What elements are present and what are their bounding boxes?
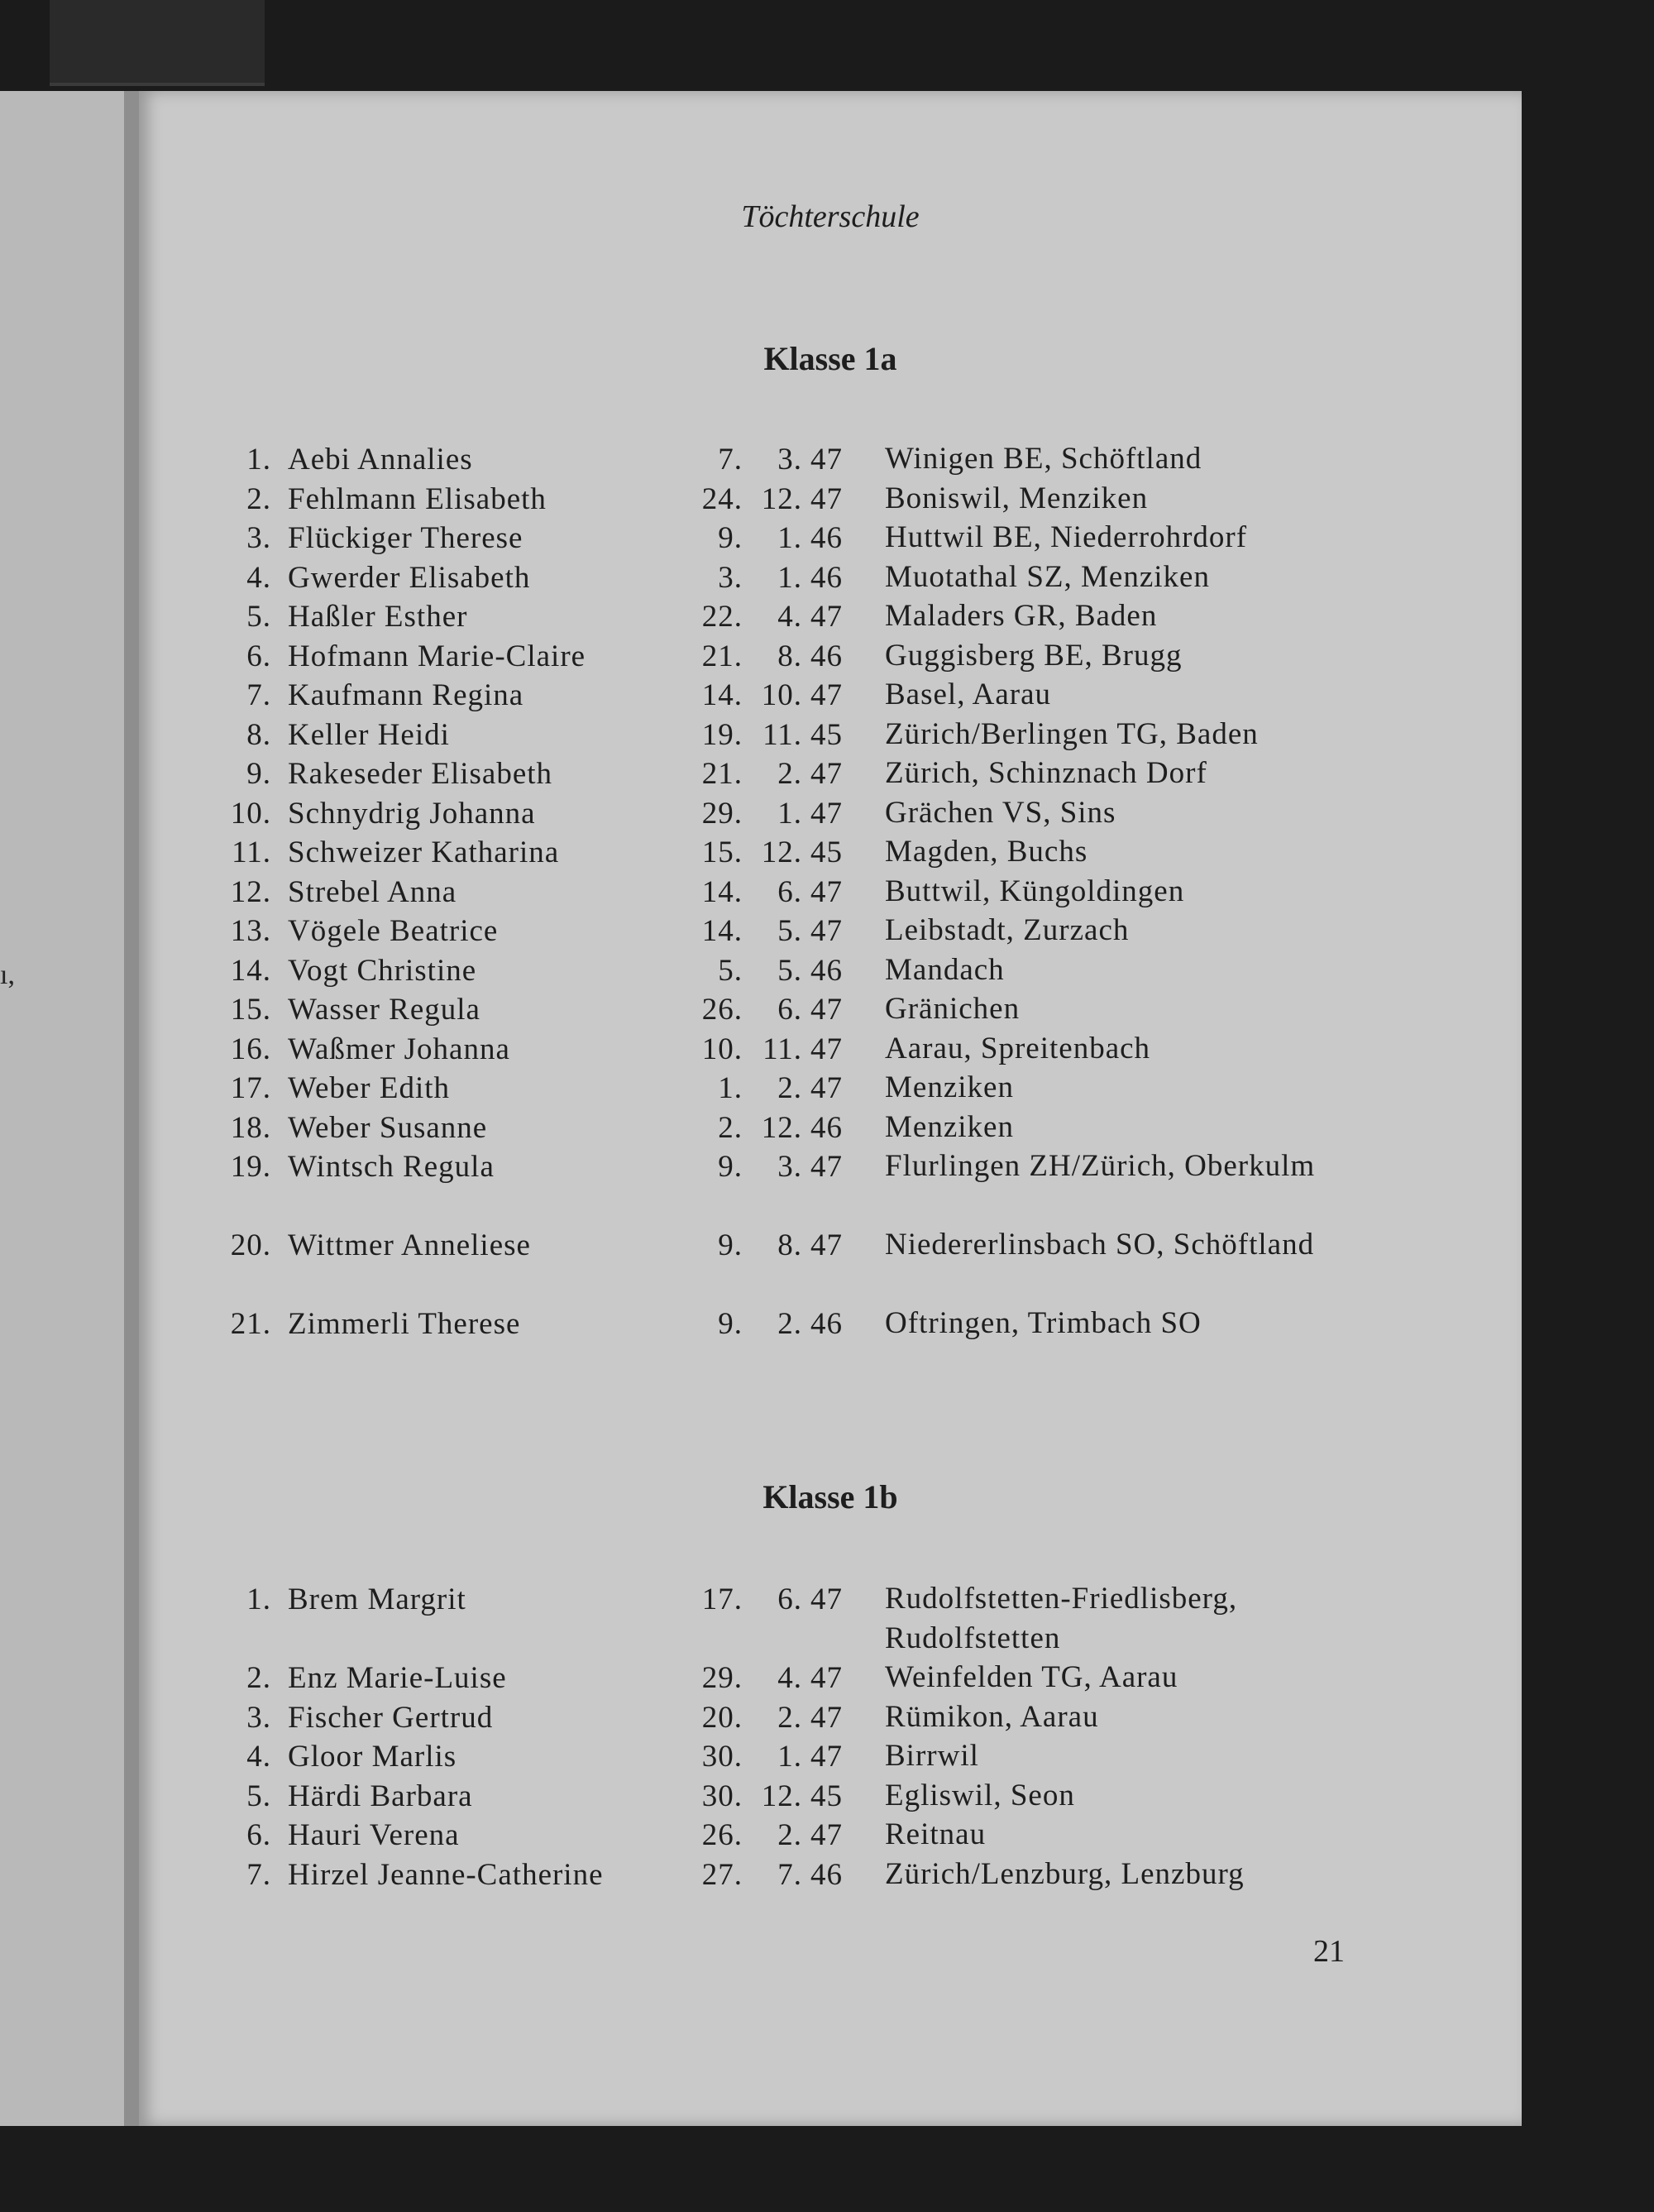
birth-year: 47 (810, 1818, 843, 1852)
birth-day: 19. (701, 717, 743, 752)
book-binding (50, 0, 265, 86)
student-list-1b (139, 1582, 1522, 1896)
student-row (139, 560, 1522, 600)
place-of-origin: Birrwil (885, 1739, 979, 1773)
place-of-origin: Zürich/Berlingen TG, Baden (885, 716, 1259, 751)
birth-year: 47 (810, 1740, 843, 1774)
birth-year: 46 (810, 1857, 843, 1892)
student-number: 15. (230, 993, 271, 1027)
birth-day: 24. (701, 481, 743, 516)
birth-month: 1. (777, 521, 802, 555)
student-row (139, 1817, 1522, 1857)
student-number: 17. (230, 1071, 271, 1105)
birth-year: 46 (810, 521, 843, 555)
student-number: 3. (246, 1700, 271, 1735)
birth-day: 9. (718, 1228, 743, 1262)
birth-year: 45 (810, 835, 843, 869)
birth-year: 47 (810, 796, 843, 831)
birth-year: 47 (810, 757, 843, 791)
birth-month: 12. (761, 1110, 802, 1145)
student-name: Schweizer Katharina (288, 835, 560, 869)
student-name: Fehlmann Elisabeth (288, 481, 547, 516)
birth-year: 47 (810, 1032, 843, 1066)
birth-day: 14. (701, 874, 743, 909)
birth-month: 5. (777, 914, 802, 948)
student-row (139, 1700, 1522, 1740)
student-number: 12. (230, 874, 271, 909)
birth-month: 5. (777, 953, 802, 988)
student-number: 1. (246, 443, 271, 476)
place-of-origin: Rümikon, Aarau (885, 1699, 1099, 1734)
birth-day: 29. (701, 796, 743, 831)
student-row (139, 1582, 1522, 1660)
student-name: Kaufmann Regina (288, 678, 524, 712)
birth-day: 5. (718, 953, 743, 988)
document-page (139, 91, 1522, 2126)
student-number: 16. (230, 1032, 271, 1066)
student-number: 9. (246, 757, 271, 791)
page-header: Töchterschule (741, 199, 920, 234)
birth-year: 47 (810, 874, 843, 909)
birth-year: 47 (810, 1150, 843, 1184)
student-name: Keller Heidi (288, 717, 450, 752)
student-number: 10. (230, 796, 271, 831)
student-name: Zimmerli Therese (288, 1307, 521, 1341)
left-page-fragment: ı, (0, 960, 15, 990)
birth-day: 14. (701, 914, 743, 948)
student-name: Vögele Beatrice (288, 914, 499, 948)
student-number: 1. (246, 1582, 271, 1616)
birth-day: 9. (718, 521, 743, 555)
birth-year: 46 (810, 953, 843, 988)
birth-month: 6. (777, 1582, 802, 1616)
place-of-origin: Muotathal SZ, Menziken (885, 559, 1210, 594)
student-row (139, 677, 1522, 717)
student-name: Brem Margrit (288, 1582, 466, 1616)
student-row (139, 1149, 1522, 1228)
birth-month: 12. (761, 481, 802, 516)
birth-day: 29. (701, 1661, 743, 1695)
student-number: 3. (246, 521, 271, 555)
birth-month: 3. (777, 1150, 802, 1184)
birth-day: 3. (718, 560, 743, 595)
student-row (139, 1306, 1522, 1346)
student-number: 7. (246, 678, 271, 712)
birth-day: 20. (701, 1700, 743, 1735)
birth-day: 27. (701, 1857, 743, 1892)
place-of-origin: Niedererlinsbach SO, Schöftland (885, 1228, 1315, 1262)
student-name: Strebel Anna (288, 874, 457, 909)
place-of-origin: Egliswil, Seon (885, 1778, 1075, 1812)
student-row (139, 1070, 1522, 1110)
birth-year: 47 (810, 600, 843, 634)
place-of-origin: Huttwil BE, Niederrohrdorf (885, 520, 1248, 554)
birth-month: 4. (777, 1661, 802, 1695)
student-name: Aebi Annalies (288, 443, 473, 476)
student-row (139, 481, 1522, 521)
birth-year: 47 (810, 914, 843, 948)
birth-month: 2. (777, 1700, 802, 1735)
birth-month: 2. (777, 757, 802, 791)
place-of-origin: Buttwil, Küngoldingen (885, 874, 1185, 908)
student-number: 4. (246, 560, 271, 595)
student-row (139, 599, 1522, 639)
birth-month: 2. (777, 1307, 802, 1341)
student-name: Fischer Gertrud (288, 1700, 494, 1735)
left-page-edge (124, 91, 139, 2126)
birth-month: 6. (777, 993, 802, 1027)
student-name: Enz Marie-Luise (288, 1661, 507, 1695)
birth-year: 47 (810, 1700, 843, 1735)
place-of-origin: Flurlingen ZH/Zürich, Oberkulm (885, 1149, 1316, 1183)
section-title-1a: Klasse 1a (763, 340, 897, 377)
student-name: Weber Susanne (288, 1110, 488, 1145)
birth-month: 4. (777, 600, 802, 634)
birth-year: 45 (810, 717, 843, 752)
place-of-origin: Aarau, Spreitenbach (885, 1031, 1151, 1065)
student-number: 4. (246, 1740, 271, 1774)
page-number: 21 (1313, 1934, 1345, 1969)
place-of-origin: Reitnau (885, 1817, 987, 1851)
student-number: 2. (246, 1661, 271, 1695)
student-number: 14. (230, 953, 271, 988)
birth-year: 46 (810, 1110, 843, 1145)
birth-day: 21. (701, 639, 743, 673)
student-name: Hofmann Marie-Claire (288, 639, 586, 673)
birth-day: 30. (701, 1740, 743, 1774)
student-row (139, 717, 1522, 757)
birth-month: 1. (777, 796, 802, 831)
student-row (139, 1779, 1522, 1818)
birth-month: 8. (777, 1228, 802, 1262)
place-of-origin: Boniswil, Menziken (885, 481, 1149, 515)
student-row (139, 756, 1522, 796)
birth-year: 47 (810, 678, 843, 712)
student-number: 6. (246, 1818, 271, 1852)
student-name: Härdi Barbara (288, 1779, 473, 1813)
birth-year: 47 (810, 1661, 843, 1695)
student-name: Schnydrig Johanna (288, 796, 536, 831)
birth-year: 47 (810, 1582, 843, 1616)
student-row (139, 1110, 1522, 1150)
birth-year: 46 (810, 560, 843, 595)
student-number: 21. (230, 1307, 271, 1341)
student-name: Haßler Esther (288, 600, 468, 634)
place-of-origin: Rudolfstetten-Friedlisberg, Rudolfstetten (885, 1582, 1238, 1655)
birth-day: 1. (718, 1071, 743, 1105)
student-row (139, 992, 1522, 1032)
student-number: 8. (246, 717, 271, 752)
place-of-origin: Leibstadt, Zurzach (885, 913, 1130, 947)
birth-day: 15. (701, 835, 743, 869)
place-of-origin: Maladers GR, Baden (885, 599, 1158, 633)
birth-month: 1. (777, 1740, 802, 1774)
student-number: 5. (246, 1779, 271, 1813)
birth-month: 7. (777, 1857, 802, 1892)
birth-year: 47 (810, 1228, 843, 1262)
birth-day: 26. (701, 1818, 743, 1852)
birth-month: 10. (761, 678, 802, 712)
birth-month: 8. (777, 639, 802, 673)
student-name: Flückiger Therese (288, 521, 523, 555)
birth-month: 2. (777, 1071, 802, 1105)
birth-day: 9. (718, 1150, 743, 1184)
student-row (139, 913, 1522, 953)
birth-month: 1. (777, 560, 802, 595)
student-number: 6. (246, 639, 271, 673)
student-name: Weber Edith (288, 1071, 451, 1105)
birth-year: 46 (810, 1307, 843, 1341)
birth-month: 12. (761, 835, 802, 869)
student-name: Waßmer Johanna (288, 1032, 510, 1066)
birth-month: 3. (777, 443, 802, 476)
place-of-origin: Mandach (885, 952, 1005, 987)
birth-year: 45 (810, 1779, 843, 1813)
student-name: Rakeseder Elisabeth (288, 757, 553, 791)
birth-day: 22. (701, 600, 743, 634)
place-of-origin: Basel, Aarau (885, 677, 1052, 711)
birth-year: 47 (810, 993, 843, 1027)
student-row (139, 1228, 1522, 1306)
birth-year: 46 (810, 639, 843, 673)
birth-month: 11. (762, 717, 802, 752)
student-number: 19. (230, 1150, 271, 1184)
student-row (139, 874, 1522, 914)
student-number: 5. (246, 600, 271, 634)
place-of-origin: Gränichen (885, 992, 1021, 1026)
birth-day: 26. (701, 993, 743, 1027)
place-of-origin: Guggisberg BE, Brugg (885, 638, 1183, 673)
student-name: Wasser Regula (288, 993, 480, 1027)
birth-month: 2. (777, 1818, 802, 1852)
place-of-origin: Zürich/Lenzburg, Lenzburg (885, 1856, 1245, 1891)
birth-month: 11. (762, 1032, 802, 1066)
student-row (139, 1660, 1522, 1700)
student-name: Wittmer Anneliese (288, 1228, 531, 1262)
student-number: 2. (246, 481, 271, 516)
student-name: Vogt Christine (288, 953, 477, 988)
student-row (139, 953, 1522, 993)
student-row (139, 1739, 1522, 1779)
student-number: 11. (232, 835, 271, 869)
birth-day: 21. (701, 757, 743, 791)
student-number: 7. (246, 1857, 271, 1892)
student-number: 18. (230, 1110, 271, 1145)
student-name: Gloor Marlis (288, 1740, 457, 1774)
birth-day: 30. (701, 1779, 743, 1813)
birth-day: 7. (718, 443, 743, 476)
place-of-origin: Menziken (885, 1109, 1014, 1144)
student-row (139, 1032, 1522, 1071)
left-page (0, 91, 132, 2126)
student-number: 20. (230, 1228, 271, 1262)
birth-day: 9. (718, 1307, 743, 1341)
student-name: Hirzel Jeanne-Catherine (288, 1857, 604, 1892)
student-row (139, 639, 1522, 678)
place-of-origin: Oftringen, Trimbach SO (885, 1306, 1202, 1340)
student-list-1a (139, 442, 1522, 1346)
section-title-1b: Klasse 1b (762, 1478, 898, 1515)
birth-month: 12. (761, 1779, 802, 1813)
birth-day: 2. (718, 1110, 743, 1145)
birth-year: 47 (810, 443, 843, 476)
student-row (139, 520, 1522, 560)
student-row (139, 796, 1522, 835)
student-row (139, 442, 1522, 481)
student-name: Wintsch Regula (288, 1150, 495, 1184)
birth-day: 14. (701, 678, 743, 712)
place-of-origin: Grächen VS, Sins (885, 795, 1116, 830)
birth-month: 6. (777, 874, 802, 909)
birth-day: 10. (701, 1032, 743, 1066)
place-of-origin: Weinfelden TG, Aarau (885, 1660, 1178, 1694)
birth-day: 17. (701, 1582, 743, 1616)
place-of-origin: Menziken (885, 1070, 1014, 1104)
student-number: 13. (230, 914, 271, 948)
student-row (139, 1857, 1522, 1897)
place-of-origin: Zürich, Schinznach Dorf (885, 756, 1207, 790)
birth-year: 47 (810, 481, 843, 516)
student-name: Hauri Verena (288, 1818, 460, 1852)
student-row (139, 835, 1522, 874)
birth-year: 47 (810, 1071, 843, 1105)
student-name: Gwerder Elisabeth (288, 560, 531, 595)
place-of-origin: Winigen BE, Schöftland (885, 442, 1202, 476)
place-of-origin: Magden, Buchs (885, 835, 1088, 869)
